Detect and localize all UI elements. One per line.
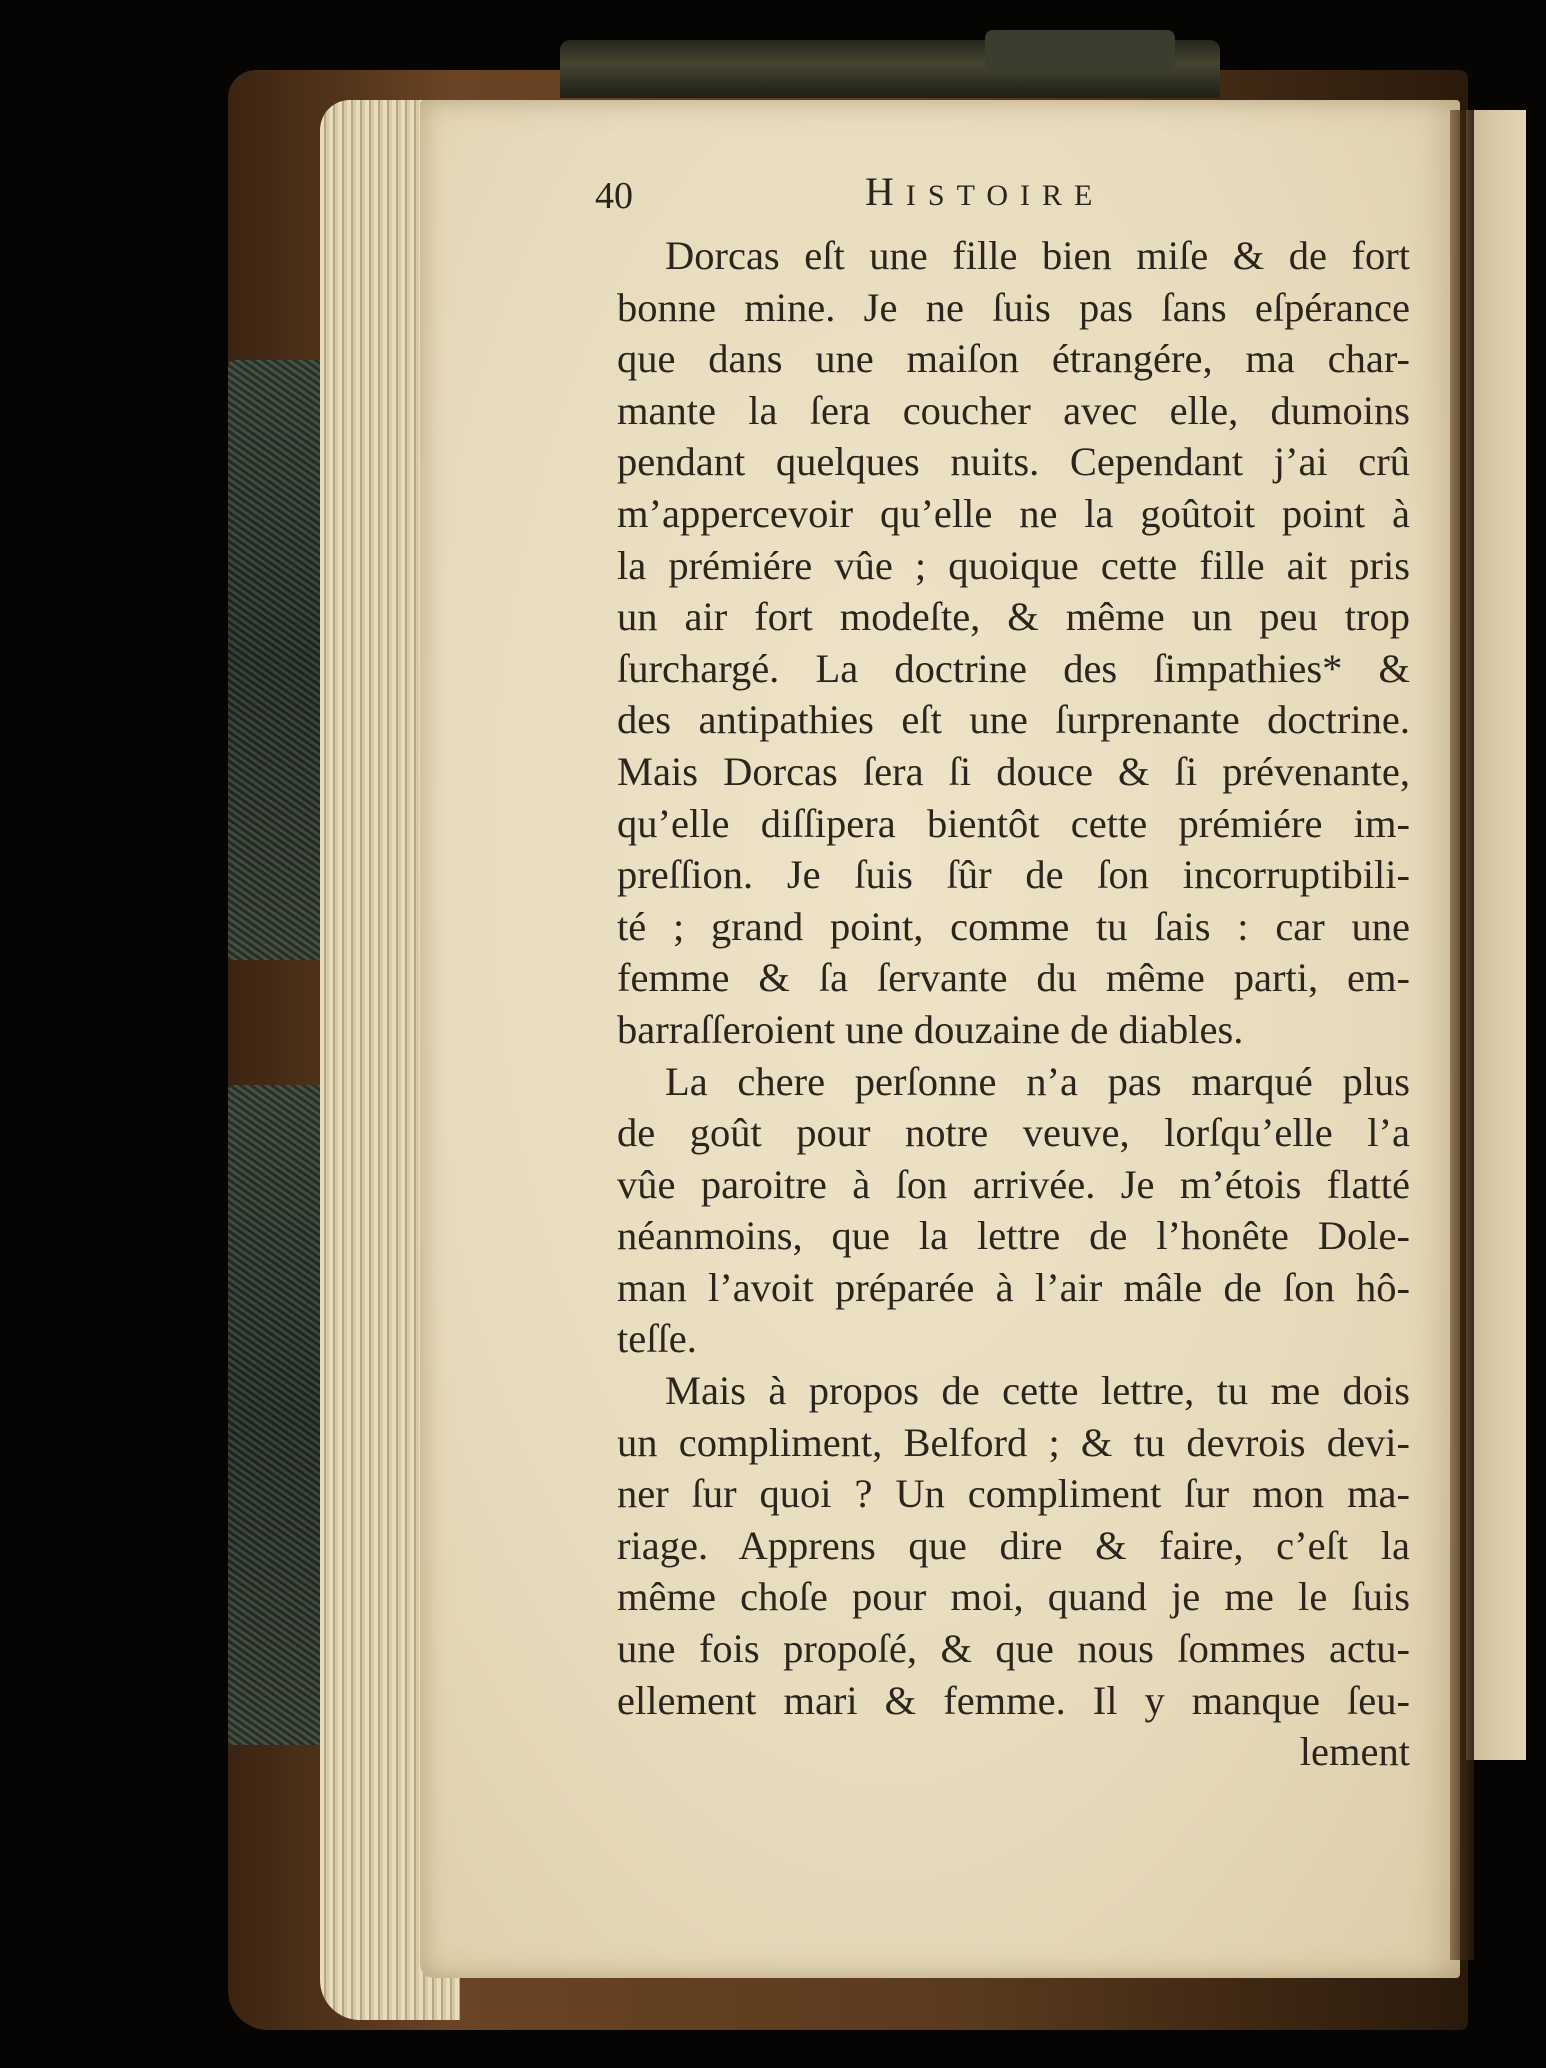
text-line: vûe paroitre à ſon arrivée. Je m’étois flatté xyxy=(617,1161,1410,1207)
text-line: une fois propoſé, & que nous ſommes actu- xyxy=(617,1626,1410,1672)
text-line: qu’elle diſſipera bientôt cette prémiére im- xyxy=(617,800,1410,846)
text-line: un air fort modeſte, & même un peu trop xyxy=(617,594,1410,640)
text-line: preſſion. Je ſuis ſûr de ſon incorruptibili- xyxy=(617,852,1410,898)
text-line: riage. Apprens que dire & faire, c’eſt la xyxy=(617,1522,1410,1568)
text-line: de goût pour notre veuve, lorſqu’elle l’a xyxy=(617,1110,1410,1156)
text-line: man l’avoit préparée à l’air mâle de ſon hô- xyxy=(617,1264,1410,1310)
text-line: bonne mine. Je ne ſuis pas ſans eſpérance xyxy=(617,284,1410,330)
text-line: Dorcas eſt une fille bien miſe & de fort xyxy=(665,233,1410,278)
facing-page-edge xyxy=(1466,110,1526,1760)
text-line: Mais à propos de cette lettre, tu me dois xyxy=(665,1368,1410,1414)
text-line: des antipathies eſt une ſurprenante doctrine. xyxy=(617,697,1410,743)
text-line: teſſe. xyxy=(617,1316,697,1362)
text-line: femme & ſa ſervante du même parti, em- xyxy=(617,955,1410,1001)
text-line: ſurchargé. La doctrine des ſimpathies* & xyxy=(617,645,1410,691)
text-line: La chere perſonne n’a pas marqué plus xyxy=(665,1058,1410,1104)
text-line: néanmoins, que la lettre de l’honête Dole- xyxy=(617,1213,1410,1259)
text-line: que dans une maiſon étrangére, ma char- xyxy=(617,336,1410,382)
headband-tab xyxy=(985,30,1175,70)
body-text xyxy=(617,230,1410,1778)
text-line: la prémiére vûe ; quoique cette fille ait pris xyxy=(617,542,1410,588)
text-line: té ; grand point, comme tu ſais : car une xyxy=(617,903,1410,949)
text-line: même choſe pour moi, quand je me le ſuis xyxy=(617,1574,1410,1620)
running-head xyxy=(595,168,1465,228)
page-number: 40 xyxy=(595,175,633,217)
running-title: HISTOIRE xyxy=(865,169,1105,214)
text-line: pendant quelques nuits. Cependant j’ai crû xyxy=(617,439,1410,485)
gutter-shadow xyxy=(1450,110,1474,1960)
text-line: ner ſur quoi ? Un compliment ſur mon ma- xyxy=(617,1471,1410,1517)
text-line: barraſſeroient une douzaine de diables. xyxy=(617,1006,1244,1052)
text-line: m’appercevoir qu’elle ne la goûtoit point à xyxy=(617,490,1410,536)
text-line: un compliment, Belford ; & tu devrois devi- xyxy=(617,1419,1410,1465)
text-line: ellement mari & femme. Il y manque ſeu- xyxy=(617,1677,1410,1723)
catchword: lement xyxy=(1299,1729,1410,1775)
text-line: Mais Dorcas ſera ſi douce & ſi prévenante, xyxy=(617,748,1410,794)
text-line: mante la ſera coucher avec elle, dumoins xyxy=(617,387,1410,433)
